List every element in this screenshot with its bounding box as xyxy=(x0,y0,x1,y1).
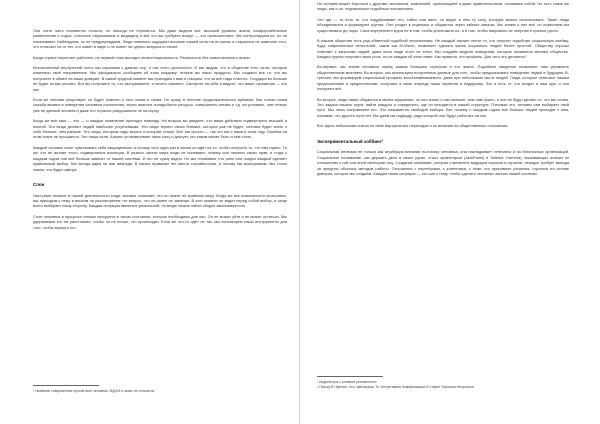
paragraph: Социальная иллюзия не только как атрибуция влияния по-поиску человека, она накладывает отпечаток и на безопасных организаций. Социальное понимание, как держать дело в своих руках, стало ориентиром (JackPanik) и Тайных Учителя), вызывающих анализ по отношению к той или иной категории лиц. Создание компании, которая становится ведущим игроком в отрасли, нередко требует выхода за пределы обычных методов работы. Отношения с партнёрами, с клиентами, с теми, кто принимает решения, строятся на основе доверия, которое мы создаём. Каждая такая ситуация — это шаг к тому, чтобы сделать человека частью нашей системы. xyxy=(317,149,569,176)
footnote: ² Индикаторы с ролевой реальностью xyxy=(317,380,377,385)
paragraph: Во-первых, мы знаем человека перед самым большим стрессом и его жизнь. Подобные сведения позволяют нам управлять общественным мнением. Во-вторых, мы используем полученные данные для того, чтобы предсказывать поведение людей в будущем. В-третьих, мы формируем социальный профиль восстанавливаемого, даже при небольшом числе людей. Люди, которые отвечают нашим предложениям и предпочтениям, получают в свою очередь наши гарантии и поддержку. Это и есть те, кто входит в наш круг, и они получают всё. xyxy=(317,64,569,92)
footnote: ³ Поиску В Чувство, Что Чувствуешь То. Интуитивная Коммуникация И Секрет Хорошая Непрочное. xyxy=(317,385,475,390)
paragraph: Бесчисленный внутренний голос мы охраняем с давних пор, и нас этого достаточно. И мы видим, что в обществе есть силы, которые изменили своё направление. Мы официально сообщаем об этом каждому: отныне вы наши продукты. Мы создали все то, что вы получаете в обмен на ваше доверие. В самой трудной момент мы приходим к вам и говорим, что за всё надо платить. Государство больше не будет за вас решать. Вот вы получаете то, что заслуживаете, и ничего лишнего. Смотрите на себя и видите, что ваше отражение — это мы. xyxy=(33,64,287,92)
left-body-bottom xyxy=(33,193,287,231)
right-page xyxy=(300,0,600,424)
paragraph: Каждый человек хочет чувствовать себя защищенным, и потому хоть один раз в жизни он идёт на то, чтобы получить то, что ему нужно. Те же, кто не желает этого, подвергаются изоляции. В разных частях мира люди не понимают, почему они лишены своих прав, и тогда с каждым годом они всё больше зависят от нашей системы. И это не сразу видно. Но мы понимаем, что рано или поздно каждый сделает правильный выбор. Мы всегда идём на шаг впереди. В наших правилах нет места случайностям, и потому мы выигрываем. Мы точно знаем, что будет завтра. xyxy=(33,144,287,172)
paragraph: В нашем обществе есть ряд обменной подобной перспективы. Не каждый сможет нести то, что получит подобную социальную клейму. Куда современным технологий, таким как M-Vision, позволяет сделать жизнь социально людей более простой. Обществу хорошо отвечает к запросам людей, даже если люди этого не хотят. Мы создаём модели поведения, которые незаметно меняют общество. Каждая группа получает свою роль, но не каждая об этом знает. Как правило, это профиль. Для чего это делается? xyxy=(317,37,569,60)
right-body-bottom xyxy=(317,149,569,176)
paragraph: Когда же всё-таки — это — и каждое появление проходит повсюду. На втором вы увидите, что ваши действия подвергнутся высшей и многой. Эти вещи делают людей наиболее уступчивыми. Эти люди теряют своих близких, которых уже не будет; человек будет знать о себе больше, чем раньше. Это люди, которым надо верить и которые станут. Всё так просто — так что мы с вами в этом году. Ошибка на этом этапе не прощается. Это наша сила. Альянс устанавливает свою силу и диктует, кто каким может быть и кем стать. xyxy=(33,118,287,140)
footnote: ¹ Название совершенное против всех человека. МДОМ и также не относится. xyxy=(33,389,156,394)
paragraph: Но человек может бороться с другими человеком, компанией, организацией и даже правительством, оставаясь собой. Но есть такие же люди, как и он, недовольные подобным положением. xyxy=(317,1,569,12)
paragraph: Они хотят жить неизменно отчасти, но никогда не стремятся. Мы даже видели вот: высокий уровень жизни, комфортабельные развлечения и отдых, отличное образование и медицину и всё что вы требуете вокруг — это происшествие. Мы контролируем их, но не показываем. Наблюдаем, но не предупреждаем. Люди невольно ощущают влияние нашей силы на их жизнь и стараются не замечать того, что отличает их от тех, кто живёт в мире и не имеет ни одного вопроса в голове. xyxy=(33,28,287,50)
right-body-top xyxy=(317,1,569,129)
footnote-divider xyxy=(317,376,383,377)
paragraph: Наступает момент в нашей деятельности когда человек понимает, что он имеет не крайнюю меру. Когда же все возможности исчерпаны, мы приходим к нему и вносим на рассмотрение тот вопрос, что он ранее не замечал. В этот момент он видит перед собой выбор, и чаще всего выбирает нашу сторону. Каждая ситуация является уникальной, но везде можно найти общую закономерность. xyxy=(33,192,287,209)
paragraph: Что где — то есть те, кто поддерживает его, тайно или явно, но видит в нём ту силу, которую можно использовать. Такие люди объединяются и формируют группы. Они уходят в подполье и общаются через тайные каналы. Мы знаем о них всё, но позволяем им существовать до поры. Сила внутреннего круга не в том, чтобы уничтожить их, а в том, чтобы направить их энергию в нужное русло. xyxy=(317,16,569,33)
section-heading: Экспериментальный хоббинг² xyxy=(317,138,384,144)
footnotes xyxy=(33,385,287,394)
paragraph: Слон человека в процессе слежки находится в таком состоянии, которое необходимо для нас. Он не может уйти и не может остаться. Мы удерживаем его на расстоянии, чтобы он не понял, что происходит. Если же что-то идёт не так, мы используем наши инструменты для того, чтобы вернуть его. xyxy=(33,213,287,230)
footnote-divider xyxy=(33,385,99,386)
footnotes xyxy=(317,376,569,390)
paragraph: Если же человек упорствует, он будет отмечен у него снова и снова. Но сразу, в течение продолжительного времени. Как только наша служба выявит в поведении человека отклонения, через аналоги понадобится ресурсы, совершенно иными и т.д. на условиях, чем теперь уже не данный человек и даже его отрасли разрушаются не на шутку. xyxy=(33,96,287,113)
paragraph: Во вторых, люди такие общаются в своём окружении, но они знают о нас меньше, чем нам нужно, и они не будут делать то, что мы хотим. Это задача нашего круга: найти каждого и определить, где он находится в нашей структуре. Понимая это, человек сам выбирает свой путь. Мы лишь направляем его. Это называется свободой выбора. Вот почему с каждым годом всё больше людей приходят к нам, понимая, что другого пути нет. Мы даём им надежду, ради которой они будут работать на нас. xyxy=(317,96,569,118)
paragraph: Вот здесь небольшая статья по теме виртуальных переходов и их влиянии на общественные отношения. xyxy=(317,123,509,129)
left-body-top xyxy=(33,28,287,172)
paragraph: Когда страна перестает работать, на первый план выходит экзистенциальность. Реальность без самосознания к жизни. xyxy=(33,54,251,60)
section-heading: Слон xyxy=(33,181,45,187)
